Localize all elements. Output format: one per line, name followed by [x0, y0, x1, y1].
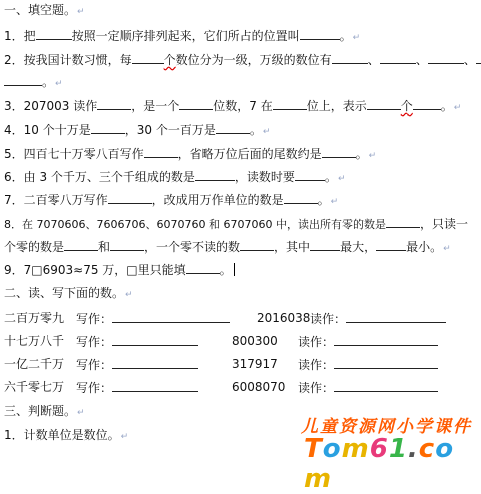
- question-7: 7．二百零八万写作 ，改成用万作单位的数是 。↵: [4, 193, 339, 207]
- read-label: 读作：: [298, 335, 335, 349]
- write-answer-line[interactable]: [112, 333, 198, 346]
- answer-blank[interactable]: [144, 145, 178, 158]
- answer-blank[interactable]: [97, 97, 131, 110]
- answer-blank[interactable]: [428, 51, 464, 64]
- answer-blank[interactable]: [216, 121, 250, 134]
- row-left-label: 十七万八千: [4, 334, 65, 348]
- answer-blank[interactable]: [295, 168, 325, 181]
- section-2-heading: 二、读、写下面的数。↵: [4, 286, 133, 300]
- logo-letter: o: [322, 434, 342, 464]
- logo-wordmark: [304, 434, 478, 494]
- read-label: 读作：: [298, 381, 335, 395]
- question-6: 6．由 3 个千万、三个千组成的数是 ，读数时要 。↵: [4, 170, 346, 184]
- question-2: 2．按我国计数习惯，每 个数位分为一级，万级的数位有 、 、 、: [4, 51, 481, 68]
- number-label: 6008070: [232, 380, 286, 394]
- answer-blank[interactable]: [186, 261, 220, 274]
- answer-blank[interactable]: [64, 238, 98, 251]
- logo-letter: T: [304, 434, 323, 464]
- row-left-label: 六千零七万: [4, 380, 65, 394]
- answer-blank[interactable]: [300, 27, 340, 40]
- answer-blank[interactable]: [367, 97, 401, 110]
- answer-blank[interactable]: [108, 191, 152, 204]
- answer-blank[interactable]: [273, 97, 307, 110]
- write-label: 写作：: [76, 381, 113, 395]
- read-answer-line[interactable]: [334, 379, 438, 392]
- logo-letter: m: [341, 434, 370, 464]
- write-label: 写作：: [76, 312, 113, 326]
- write-label: 写作：: [76, 335, 113, 349]
- judgment-question-1: 1．计数单位是数位。↵: [4, 428, 129, 442]
- logo-letter: .: [407, 434, 419, 464]
- write-answer-line[interactable]: [112, 379, 198, 392]
- row-left-label: 一亿二千万: [4, 357, 65, 371]
- write-answer-line[interactable]: [112, 310, 230, 323]
- write-label: 写作：: [76, 358, 113, 372]
- row-left-label: 二百万零九: [4, 311, 65, 325]
- question-3: 3．207003 读作 ，是一个 位数，7 在 位上，表示 个 。↵: [4, 99, 462, 113]
- write-answer-line[interactable]: [112, 356, 198, 369]
- answer-blank[interactable]: [310, 238, 340, 251]
- question-1: 1．把 按照一定顺序排列起来，它们所占的位置叫 。↵: [4, 29, 361, 43]
- question-8: 8．在 7070606、7606706、6070760 和 6707060 中，读出所有零的数是 ，只读一: [4, 217, 468, 231]
- logo-letter: m: [304, 464, 333, 494]
- answer-blank[interactable]: [240, 238, 274, 251]
- question-4: 4．10 个十万是 ，30 个一百万是 。↵: [4, 123, 271, 137]
- question-5: 5．四百七十万零八百写作 ，省略万位后面的尾数约是 。↵: [4, 147, 377, 161]
- number-label: 2016038: [257, 311, 311, 325]
- answer-blank[interactable]: [132, 51, 164, 64]
- answer-blank[interactable]: [36, 27, 72, 40]
- logo-letter: 6: [369, 434, 389, 464]
- section-3-heading: 三、判断题。↵: [4, 404, 85, 418]
- logo-letter: o: [435, 434, 455, 464]
- section-1-heading: 一、填空题。↵: [4, 3, 85, 17]
- read-answer-line[interactable]: [346, 310, 446, 323]
- answer-blank[interactable]: [476, 51, 481, 64]
- answer-blank[interactable]: [4, 73, 42, 86]
- answer-blank[interactable]: [284, 191, 318, 204]
- paragraph-mark: ↵: [77, 7, 85, 17]
- answer-blank[interactable]: [179, 97, 213, 110]
- answer-blank[interactable]: [386, 215, 420, 228]
- site-watermark-logo: [300, 412, 478, 494]
- answer-blank[interactable]: [322, 145, 356, 158]
- question-8-continued: 个零的数是 和 ，一个零不读的数 ，其中 最大， 最小。↵: [4, 240, 451, 254]
- answer-blank[interactable]: [380, 51, 416, 64]
- answer-blank[interactable]: [91, 121, 125, 134]
- answer-blank[interactable]: [413, 97, 441, 110]
- number-label: 317917: [232, 357, 278, 371]
- read-label: 读作：: [298, 358, 335, 372]
- question-9: 9．7□6903≈75 万，□里只能填 。: [4, 261, 235, 278]
- number-label: 800300: [232, 334, 278, 348]
- read-answer-line[interactable]: [334, 333, 438, 346]
- read-answer-line[interactable]: [334, 356, 438, 369]
- read-label: 读作：: [310, 312, 347, 326]
- answer-blank[interactable]: [110, 238, 144, 251]
- logo-letter: 1: [388, 434, 408, 464]
- text-cursor: [234, 263, 235, 276]
- answer-blank[interactable]: [195, 168, 235, 181]
- answer-blank[interactable]: [376, 238, 406, 251]
- answer-blank[interactable]: [332, 51, 368, 64]
- logo-tagline: 儿童资源网小学课件: [301, 417, 472, 437]
- question-2-continued: 。↵: [4, 73, 63, 92]
- logo-letter: c: [418, 434, 436, 464]
